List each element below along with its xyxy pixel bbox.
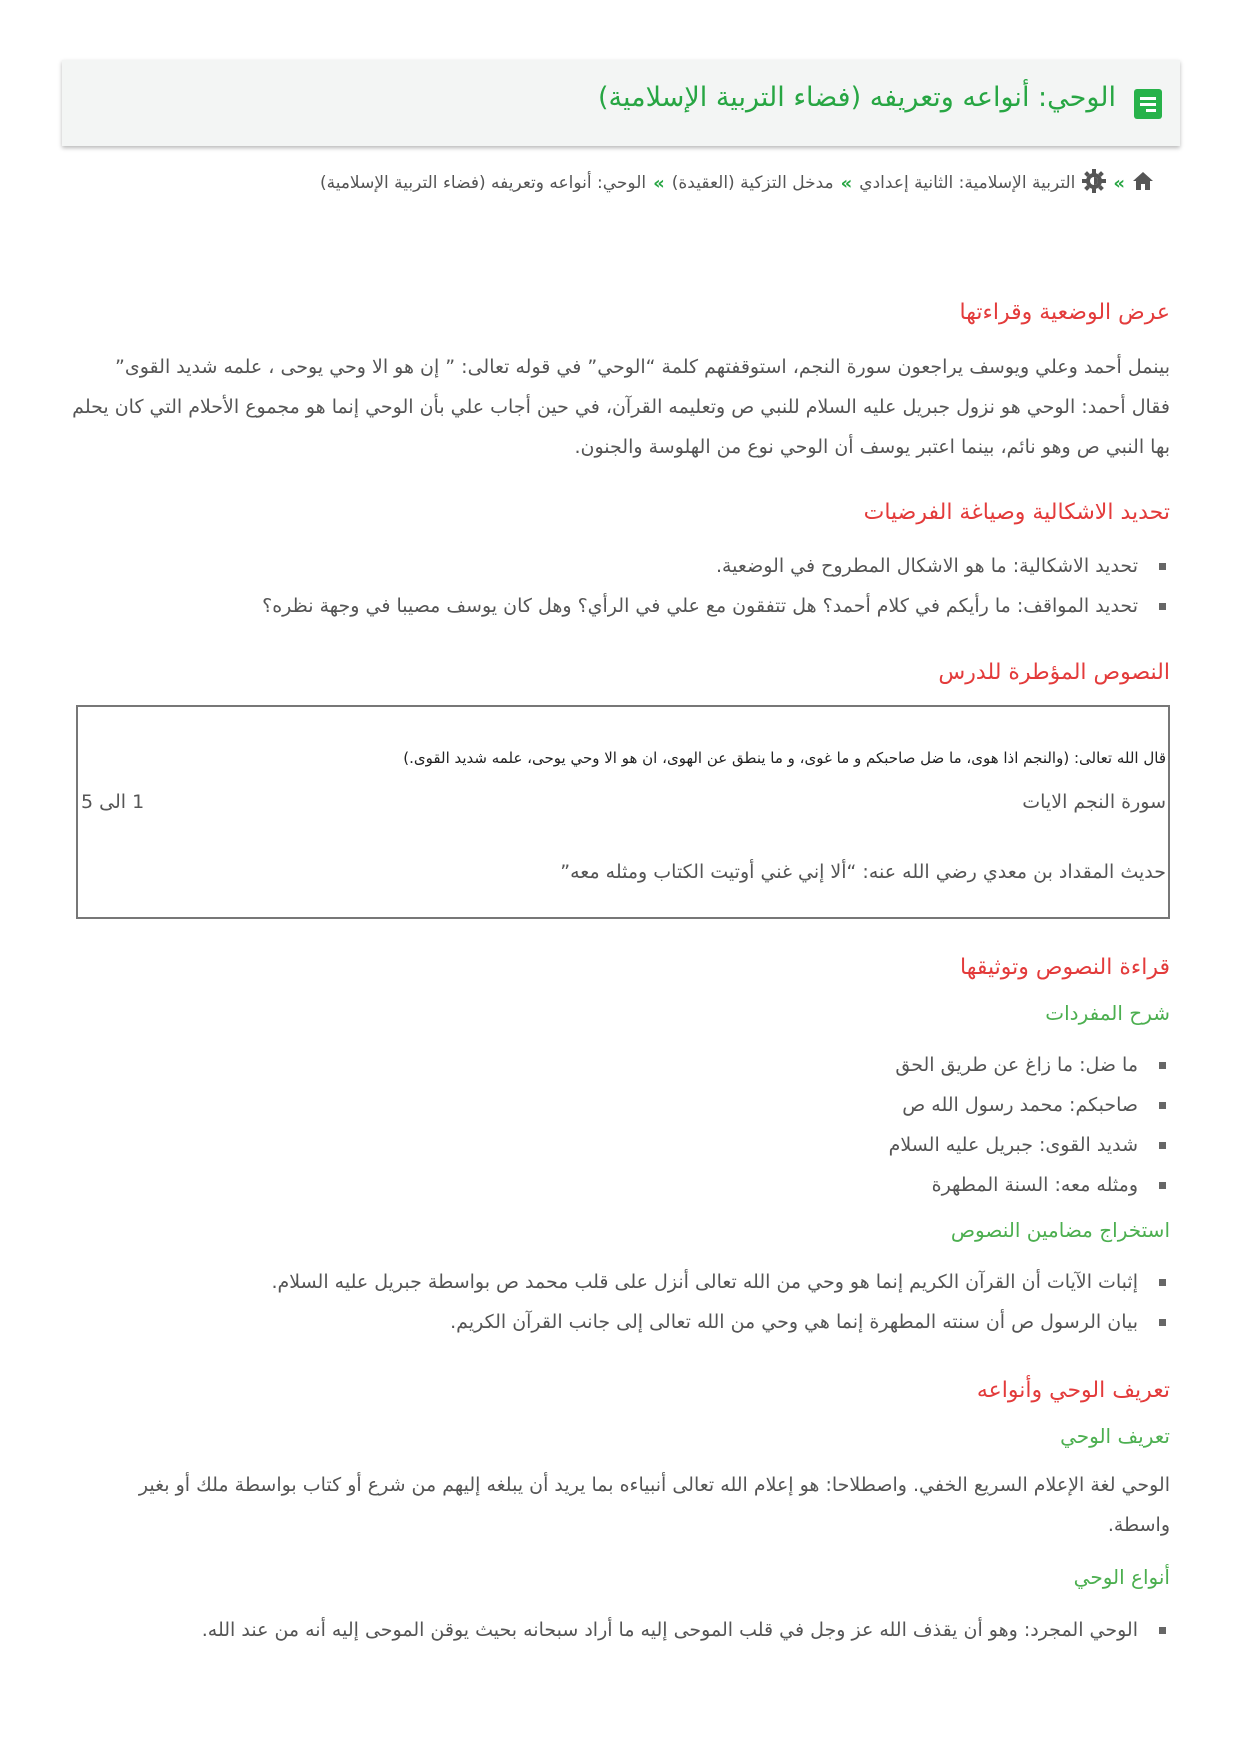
situation-text: بينمل أحمد وعلي ويوسف يراجعون سورة النجم، استوقفتهم كلمة “الوحي” في قوله تعالى: ” إن هو الا وحي يوحى ، علمه شديد القوى” فقال أحمد: الوحي هو نزول جبريل عليه السلام للنبي ص وتعليمه القرآن، في حين أجاب علي بأن الوحي إنما هو مجموع الأحلام التي كان يحلم بها النبي ص وهو نائم، بينما اعتبر يوسف أن الوحي نوع من الهلوسة والجنون.: [72, 356, 1170, 458]
contents-list: [72, 1262, 1170, 1342]
list-item: تحديد المواقف: ما رأيكم في كلام أحمد؟ هل تتفقون مع علي في الرأي؟ وهل كان يوسف مصيبا في وجهة نظره؟: [72, 586, 1170, 626]
breadcrumb-item-category[interactable]: التربية الإسلامية: الثانية إعدادي: [859, 173, 1076, 193]
page-title: الوحي: أنواعه وتعريفه (فضاء التربية الإسلامية): [598, 82, 1116, 113]
section-heading-definition: تعريف الوحي وأنواعه: [976, 1378, 1170, 1403]
definition-text: الوحي لغة الإعلام السريع الخفي. واصطلاحا: هو إعلام الله تعالى أنبياءه بما يريد أن يبلغه إليهم من شرع أو كتاب بواسطة ملك أو بغير واسطة.: [138, 1474, 1170, 1536]
subheading-definition: تعريف الوحي: [1060, 1424, 1170, 1448]
verse-range: 1 الى 5: [81, 791, 145, 813]
list-item: ما ضل: ما زاغ عن طريق الحق: [72, 1045, 1170, 1085]
section-heading-texts: النصوص المؤطرة للدرس: [938, 660, 1170, 685]
list-item: صاحبكم: محمد رسول الله ص: [72, 1085, 1170, 1125]
breadcrumb-separator: »: [1113, 172, 1125, 194]
breadcrumb-item-current: الوحي: أنواعه وتعريفه (فضاء التربية الإسلامية): [319, 173, 647, 193]
section-heading-situation: عرض الوضعية وقراءتها: [959, 300, 1170, 325]
list-item: إثبات الآيات أن القرآن الكريم إنما هو وحي من الله تعالى أنزل على قلب محمد ص بواسطة جبريل عليه السلام.: [72, 1262, 1170, 1302]
article-content: [72, 0, 1170, 1754]
breadcrumb-item-unit[interactable]: مدخل التزكية (العقيدة): [671, 173, 834, 193]
breadcrumb-separator: »: [653, 172, 665, 194]
section-heading-problem: تحديد الاشكالية وصياغة الفرضيات: [863, 500, 1170, 525]
subheading-contents: استخراج مضامين النصوص: [950, 1218, 1170, 1242]
section-heading-reading: قراءة النصوص وتوثيقها: [960, 955, 1170, 980]
hadith-quote: حديث المقداد بن معدي رضي الله عنه: “ألا إني غني أوتيت الكتاب ومثله معه”: [560, 861, 1166, 883]
breadcrumb-separator: »: [840, 172, 853, 194]
list-item: الوحي المجرد: وهو أن يقذف الله عز وجل في قلب الموحى إليه ما أراد سبحانه بحيث يوقن الموحى إليه أنه من عند الله.: [72, 1610, 1170, 1650]
list-item: شديد القوى: جبريل عليه السلام: [72, 1125, 1170, 1165]
list-item: تحديد الاشكالية: ما هو الاشكال المطروح في الوضعية.: [72, 546, 1170, 586]
list-item: ومثله معه: السنة المطهرة: [72, 1165, 1170, 1205]
types-list: [72, 1610, 1170, 1650]
quote-box: [76, 705, 1170, 919]
vocab-list: [72, 1045, 1170, 1205]
subheading-types: أنواع الوحي: [1073, 1565, 1170, 1589]
surah-reference: سورة النجم الايات 1 الى 5: [81, 791, 1166, 813]
subheading-vocab: شرح المفردات: [1045, 1001, 1170, 1025]
quran-quote: قال الله تعالى: (والنجم اذا هوى، ما ضل صاحبكم و ما غوى، و ما ينطق عن الهوى، ان هو الا وحي يوحى، علمه شديد القوى.): [403, 749, 1166, 767]
problem-list: [72, 546, 1170, 626]
list-item: بيان الرسول ص أن سنته المطهرة إنما هي وحي من الله تعالى إلى جانب القرآن الكريم.: [72, 1302, 1170, 1342]
